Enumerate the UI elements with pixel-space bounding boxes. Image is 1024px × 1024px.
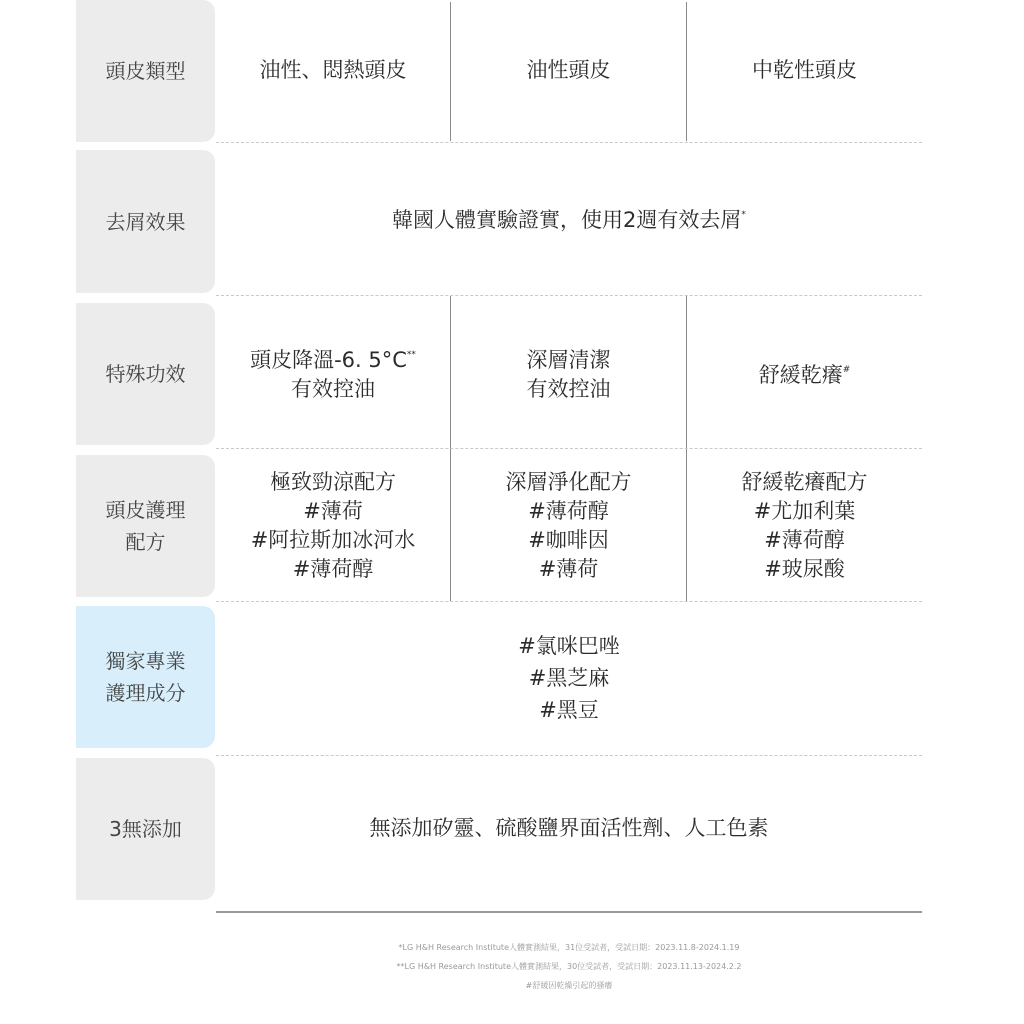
footnotes [216,938,922,995]
cell-line: 舒緩乾癢 [758,362,843,387]
cell-text [392,206,746,235]
cell-line: 頭皮降溫-6. 5°C [250,348,407,372]
row-separator [216,295,922,296]
cell-scalp-type-oily [451,40,686,100]
row-separator [216,755,922,756]
footnote-mark: ** [406,350,416,360]
cell-line: 深層淨化配方 [505,470,632,494]
cell-exclusive-ingredients [216,630,922,726]
row-label-dandruff [76,150,215,293]
row-separator [216,142,922,143]
label-text: 頭皮類型 [105,59,186,83]
cell-formula-purify [451,466,686,586]
label-text: 配方 [125,530,166,554]
cell-line: 極致勁涼配方 [270,470,396,494]
cell-formula-soothing [687,466,922,586]
label-text: 3無添加 [109,817,182,841]
row-label-exclusive-ingredients [76,606,215,748]
label-text: 去屑效果 [105,209,186,234]
cell-text: 無添加矽靈、硫酸鹽界面活性劑、人工色素 [369,815,769,840]
row-separator [216,448,922,449]
cell-dandruff-claim [216,190,922,250]
cell-line: #薄荷 [303,499,363,523]
cell-line: #黑豆 [539,698,599,722]
cell-formula-cooling [216,466,450,586]
cell-special-soothing [687,330,922,420]
footnote-2: **LG H&H Research Institute人體實測結果，30位受試者，受試日期：2023.11.13-2024.2.2 [396,962,742,971]
cell-line: #玻尿酸 [764,557,845,581]
cell-no-additives [216,798,922,858]
cell-line: #薄荷 [538,557,599,581]
cell-special-deep-clean [451,330,686,420]
row-label-special-effects [76,303,215,445]
cell-line: #薄荷醇 [292,557,374,581]
cell-line: 有效控油 [526,377,611,401]
footer-divider [216,911,922,913]
footnote-3: #舒緩因乾燥引起的搔癢 [525,981,613,990]
footnote-1: *LG H&H Research Institute人體實測結果，31位受試者，受試日期：2023.11.8-2024.1.19 [398,943,740,952]
cell-line: #氯咪巴唑 [518,634,620,658]
label-text: 頭皮護理 [105,498,186,522]
row-label-scalp-care-formula [76,455,215,597]
cell-line: 舒緩乾癢配方 [741,470,868,494]
label-text: 獨家專業 [105,649,186,673]
cell-text: 油性、悶熱頭皮 [259,57,407,82]
label-text: 護理成分 [105,681,186,705]
cell-text [250,346,416,375]
row-separator [216,601,922,602]
row-label-scalp-type [76,0,215,142]
cell-line: #阿拉斯加冰河水 [250,528,416,552]
cell-line: #薄荷醇 [528,499,609,523]
row-label-no-additives [76,758,215,900]
cell-text: 中乾性頭皮 [752,57,857,82]
cell-line: #黑芝麻 [528,666,610,690]
cell-scalp-type-oily-hot [216,40,450,100]
label-text: 特殊功效 [105,362,186,386]
claim-text: 韓國人體實驗證實，使用2週有效去屑 [392,207,742,232]
cell-line: #尤加利葉 [753,499,856,523]
footnote-mark: # [842,364,851,375]
cell-scalp-type-dry [687,40,922,100]
cell-line: 有效控油 [291,377,375,401]
cell-line: #咖啡因 [528,528,609,552]
cell-special-cooling [216,330,450,420]
cell-line: 深層清潔 [526,348,611,372]
cell-text: 油性頭皮 [526,57,611,82]
cell-text [759,361,851,390]
cell-line: #薄荷醇 [764,528,845,552]
footnote-mark: * [741,209,746,220]
